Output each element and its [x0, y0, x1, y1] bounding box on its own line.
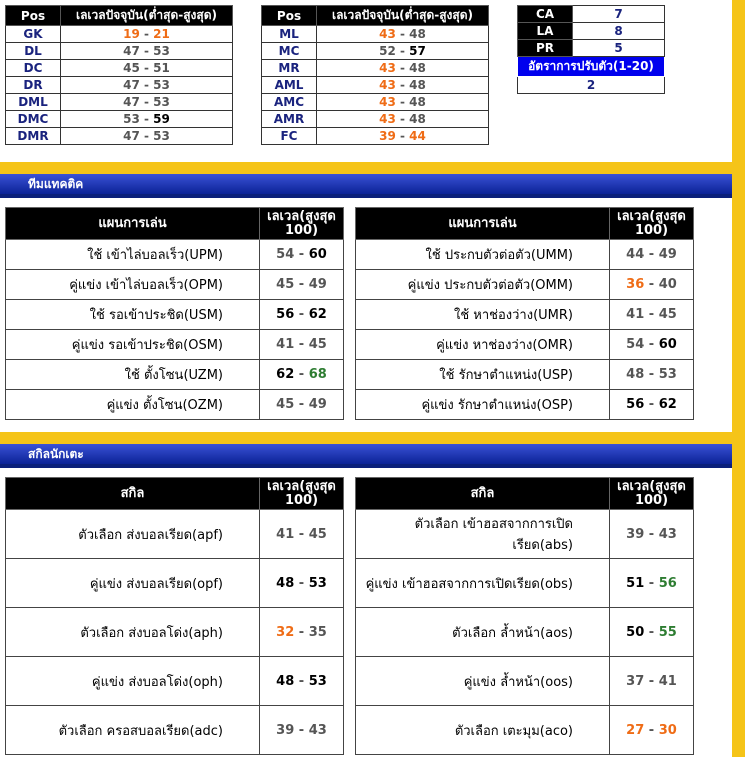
range-separator: - — [294, 367, 309, 382]
row-level — [260, 559, 344, 608]
level-min: 51 — [626, 575, 645, 591]
row-label: ตัวเลือก ส่งบอลเรียด(apf) — [6, 510, 260, 559]
level-min: 43 — [379, 112, 396, 126]
col-header-pos: Pos — [6, 6, 61, 26]
skills-table-right — [355, 477, 694, 755]
position-code: MC — [262, 43, 317, 60]
table-row — [262, 94, 489, 111]
level-max: 62 — [658, 397, 677, 412]
level-max: 68 — [308, 367, 327, 382]
range-separator: - — [395, 95, 410, 109]
row-label: ใช้ เข้าไล่บอลเร็ว(UPM) — [6, 240, 260, 270]
level-max: 59 — [153, 112, 170, 126]
attr-value-ca: 7 — [573, 6, 665, 23]
table-row — [6, 330, 344, 360]
position-code: DMC — [6, 111, 61, 128]
col-header-skill: สกิล — [6, 478, 260, 510]
range-separator: - — [139, 78, 154, 92]
section-header-tactics: ทีมแทคติค — [0, 174, 732, 194]
tactics-table-left — [5, 207, 344, 420]
table-row — [356, 657, 694, 706]
section-header-skills: สกิลนักเตะ — [0, 444, 732, 464]
position-code: DC — [6, 60, 61, 77]
level-max: 43 — [658, 526, 677, 542]
range-separator: - — [294, 526, 309, 542]
level-min: 54 — [276, 247, 295, 262]
table-row — [356, 330, 694, 360]
level-min: 54 — [626, 337, 645, 352]
table-row — [6, 60, 233, 77]
range-separator: - — [395, 129, 410, 143]
level-max: 62 — [308, 307, 327, 322]
panel-divider — [0, 162, 732, 174]
range-separator: - — [644, 307, 659, 322]
row-level — [260, 608, 344, 657]
col-header-level: เลเวล(สูงสุด 100) — [610, 208, 694, 240]
row-label: ตัวเลือก ล้ำหน้า(aos) — [356, 608, 610, 657]
level-min: 45 — [123, 61, 140, 75]
table-row — [356, 300, 694, 330]
position-code: AML — [262, 77, 317, 94]
row-level — [260, 706, 344, 755]
position-code: MR — [262, 60, 317, 77]
col-header-tactic: แผนการเล่น — [356, 208, 610, 240]
range-separator: - — [644, 575, 659, 591]
position-code: DMR — [6, 128, 61, 145]
level-max: 48 — [409, 61, 426, 75]
level-max: 48 — [409, 78, 426, 92]
position-code: FC — [262, 128, 317, 145]
col-header-level: เลเวล(สูงสุด 100) — [260, 208, 344, 240]
position-level — [317, 43, 489, 60]
range-separator: - — [294, 722, 309, 738]
adaptability-value: 2 — [518, 77, 665, 94]
col-header-level: เลเวล(สูงสุด 100) — [610, 478, 694, 510]
position-level — [317, 94, 489, 111]
row-level — [610, 330, 694, 360]
level-min: 48 — [626, 367, 645, 382]
level-max: 21 — [153, 27, 170, 41]
level-min: 47 — [123, 44, 140, 58]
level-max: 53 — [658, 367, 677, 382]
level-min: 56 — [626, 397, 645, 412]
level-min: 41 — [626, 307, 645, 322]
row-level — [260, 270, 344, 300]
level-max: 53 — [153, 129, 170, 143]
range-separator: - — [294, 673, 309, 689]
col-header-level: เลเวล(สูงสุด 100) — [260, 478, 344, 510]
level-min: 43 — [379, 61, 396, 75]
level-max: 55 — [658, 624, 677, 640]
table-row — [6, 240, 344, 270]
table-row — [6, 360, 344, 390]
right-border-bar — [732, 0, 745, 757]
range-separator: - — [395, 27, 410, 41]
row-level — [260, 330, 344, 360]
row-level — [260, 390, 344, 420]
row-label: คู่แข่ง ล้ำหน้า(oos) — [356, 657, 610, 706]
position-table-attack — [261, 5, 489, 145]
range-separator: - — [644, 277, 659, 292]
range-separator: - — [644, 722, 659, 738]
table-row — [6, 111, 233, 128]
row-label: ใช้ ประกบตัวต่อตัว(UMM) — [356, 240, 610, 270]
level-max: 49 — [658, 247, 677, 262]
col-header-level: เลเวลปัจจุบัน(ต่ำสุด-สูงสุด) — [317, 6, 489, 26]
table-row — [6, 657, 344, 706]
table-row — [6, 26, 233, 43]
range-separator: - — [395, 78, 410, 92]
level-min: 48 — [276, 673, 295, 689]
table-row — [356, 240, 694, 270]
table-row — [262, 60, 489, 77]
level-min: 53 — [123, 112, 140, 126]
level-min: 62 — [276, 367, 295, 382]
position-level — [317, 77, 489, 94]
table-row — [6, 390, 344, 420]
level-min: 41 — [276, 337, 295, 352]
level-min: 19 — [123, 27, 140, 41]
range-separator: - — [139, 129, 154, 143]
level-max: 51 — [153, 61, 170, 75]
level-min: 56 — [276, 307, 295, 322]
level-max: 53 — [153, 95, 170, 109]
table-row — [356, 390, 694, 420]
level-max: 60 — [658, 337, 677, 352]
position-level — [317, 60, 489, 77]
range-separator: - — [644, 337, 659, 352]
level-max: 53 — [153, 78, 170, 92]
row-level — [260, 360, 344, 390]
level-min: 32 — [276, 624, 295, 640]
row-label: คู่แข่ง ประกบตัวต่อตัว(OMM) — [356, 270, 610, 300]
position-level — [61, 94, 233, 111]
range-separator: - — [644, 624, 659, 640]
level-min: 47 — [123, 78, 140, 92]
range-separator: - — [644, 526, 659, 542]
table-row — [262, 111, 489, 128]
row-label: คู่แข่ง เข้าฮอสจากการเปิดเรียด(obs) — [356, 559, 610, 608]
position-code: AMR — [262, 111, 317, 128]
row-level — [610, 360, 694, 390]
row-label: คู่แข่ง ส่งบอลเรียด(opf) — [6, 559, 260, 608]
range-separator: - — [139, 112, 154, 126]
range-separator: - — [139, 61, 154, 75]
skills-table-left — [5, 477, 344, 755]
table-row — [6, 608, 344, 657]
level-min: 41 — [276, 526, 295, 542]
range-separator: - — [139, 27, 154, 41]
row-level — [610, 510, 694, 559]
position-level — [317, 26, 489, 43]
position-level — [61, 128, 233, 145]
position-code: ML — [262, 26, 317, 43]
level-min: 52 — [379, 44, 396, 58]
level-max: 48 — [409, 112, 426, 126]
row-label: ตัวเลือก เข้าฮอสจากการเปิดเรียด(abs) — [356, 510, 610, 559]
row-level — [610, 240, 694, 270]
level-min: 39 — [276, 722, 295, 738]
attr-label-la: LA — [518, 23, 573, 40]
table-row — [6, 300, 344, 330]
range-separator: - — [294, 624, 309, 640]
table-row — [262, 43, 489, 60]
range-separator: - — [294, 277, 309, 292]
range-separator: - — [294, 337, 309, 352]
level-max: 44 — [409, 129, 426, 143]
table-row — [6, 706, 344, 755]
row-label: ใช้ หาช่องว่าง(UMR) — [356, 300, 610, 330]
range-separator: - — [395, 112, 410, 126]
row-level — [260, 657, 344, 706]
table-row — [356, 706, 694, 755]
level-max: 41 — [658, 673, 677, 689]
level-max: 45 — [308, 526, 327, 542]
level-min: 43 — [379, 27, 396, 41]
range-separator: - — [644, 247, 659, 262]
level-max: 53 — [153, 44, 170, 58]
section-divider — [0, 432, 732, 444]
row-level — [260, 300, 344, 330]
position-code: DR — [6, 77, 61, 94]
level-max: 40 — [658, 277, 677, 292]
position-code: GK — [6, 26, 61, 43]
level-max: 45 — [658, 307, 677, 322]
range-separator: - — [644, 397, 659, 412]
level-min: 39 — [626, 526, 645, 542]
row-level — [610, 657, 694, 706]
row-label: ตัวเลือก ครอสบอลเรียด(adc) — [6, 706, 260, 755]
range-separator: - — [294, 575, 309, 591]
table-row — [6, 43, 233, 60]
level-max: 56 — [658, 575, 677, 591]
level-max: 48 — [409, 27, 426, 41]
position-code: DML — [6, 94, 61, 111]
level-min: 36 — [626, 277, 645, 292]
row-label: คู่แข่ง หาช่องว่าง(OMR) — [356, 330, 610, 360]
attr-value-la: 8 — [573, 23, 665, 40]
col-header-skill: สกิล — [356, 478, 610, 510]
level-max: 45 — [308, 337, 327, 352]
range-separator: - — [294, 307, 309, 322]
level-min: 27 — [626, 722, 645, 738]
row-level — [610, 559, 694, 608]
position-level — [61, 26, 233, 43]
table-row — [6, 270, 344, 300]
level-max: 53 — [308, 575, 327, 591]
row-label: ตัวเลือก ส่งบอลโด่ง(aph) — [6, 608, 260, 657]
range-separator: - — [644, 367, 659, 382]
adaptability-label: อัตราการปรับตัว(1-20) — [518, 57, 665, 77]
attr-value-pr: 5 — [573, 40, 665, 57]
table-row — [6, 510, 344, 559]
position-level — [317, 128, 489, 145]
level-min: 50 — [626, 624, 645, 640]
level-min: 45 — [276, 277, 295, 292]
col-header-level: เลเวลปัจจุบัน(ต่ำสุด-สูงสุด) — [61, 6, 233, 26]
table-row — [6, 94, 233, 111]
position-level — [61, 43, 233, 60]
tactics-table-right — [355, 207, 694, 420]
level-max: 35 — [308, 624, 327, 640]
row-level — [610, 270, 694, 300]
row-label: ใช้ รอเข้าประชิด(USM) — [6, 300, 260, 330]
level-max: 43 — [308, 722, 327, 738]
range-separator: - — [294, 397, 309, 412]
range-separator: - — [139, 44, 154, 58]
level-min: 47 — [123, 95, 140, 109]
table-row — [356, 559, 694, 608]
table-row — [6, 77, 233, 94]
level-max: 60 — [308, 247, 327, 262]
row-label: คู่แข่ง ส่งบอลโด่ง(oph) — [6, 657, 260, 706]
table-row — [262, 128, 489, 145]
level-min: 44 — [626, 247, 645, 262]
level-max: 49 — [308, 397, 327, 412]
position-level — [61, 111, 233, 128]
table-row — [6, 128, 233, 145]
row-level — [260, 240, 344, 270]
col-header-pos: Pos — [262, 6, 317, 26]
level-min: 37 — [626, 673, 645, 689]
range-separator: - — [294, 247, 309, 262]
range-separator: - — [644, 673, 659, 689]
level-min: 45 — [276, 397, 295, 412]
level-min: 39 — [379, 129, 396, 143]
position-code: DL — [6, 43, 61, 60]
row-label: ใช้ รักษาตำแหน่ง(USP) — [356, 360, 610, 390]
range-separator: - — [139, 95, 154, 109]
row-level — [610, 706, 694, 755]
level-max: 57 — [409, 44, 426, 58]
level-min: 43 — [379, 95, 396, 109]
row-level — [610, 608, 694, 657]
row-label: ใช้ ตั้งโซน(UZM) — [6, 360, 260, 390]
level-max: 48 — [409, 95, 426, 109]
table-row — [262, 26, 489, 43]
table-row — [356, 608, 694, 657]
level-max: 49 — [308, 277, 327, 292]
position-level — [317, 111, 489, 128]
attribute-table — [517, 5, 665, 94]
col-header-tactic: แผนการเล่น — [6, 208, 260, 240]
row-label: คู่แข่ง รอเข้าประชิด(OSM) — [6, 330, 260, 360]
table-row — [262, 77, 489, 94]
position-level — [61, 60, 233, 77]
row-label: คู่แข่ง เข้าไล่บอลเร็ว(OPM) — [6, 270, 260, 300]
range-separator: - — [395, 61, 410, 75]
level-min: 47 — [123, 129, 140, 143]
table-row — [356, 270, 694, 300]
position-table-defense — [5, 5, 233, 145]
row-level — [610, 300, 694, 330]
table-row — [356, 360, 694, 390]
level-max: 53 — [308, 673, 327, 689]
position-level — [61, 77, 233, 94]
level-max: 30 — [658, 722, 677, 738]
row-label: คู่แข่ง รักษาตำแหน่ง(OSP) — [356, 390, 610, 420]
row-label: ตัวเลือก เตะมุม(aco) — [356, 706, 610, 755]
level-min: 43 — [379, 78, 396, 92]
range-separator: - — [395, 44, 410, 58]
row-label: คู่แข่ง ตั้งโซน(OZM) — [6, 390, 260, 420]
row-level — [260, 510, 344, 559]
position-code: AMC — [262, 94, 317, 111]
attr-label-ca: CA — [518, 6, 573, 23]
level-min: 48 — [276, 575, 295, 591]
row-level — [610, 390, 694, 420]
attr-label-pr: PR — [518, 40, 573, 57]
table-row — [356, 510, 694, 559]
table-row — [6, 559, 344, 608]
